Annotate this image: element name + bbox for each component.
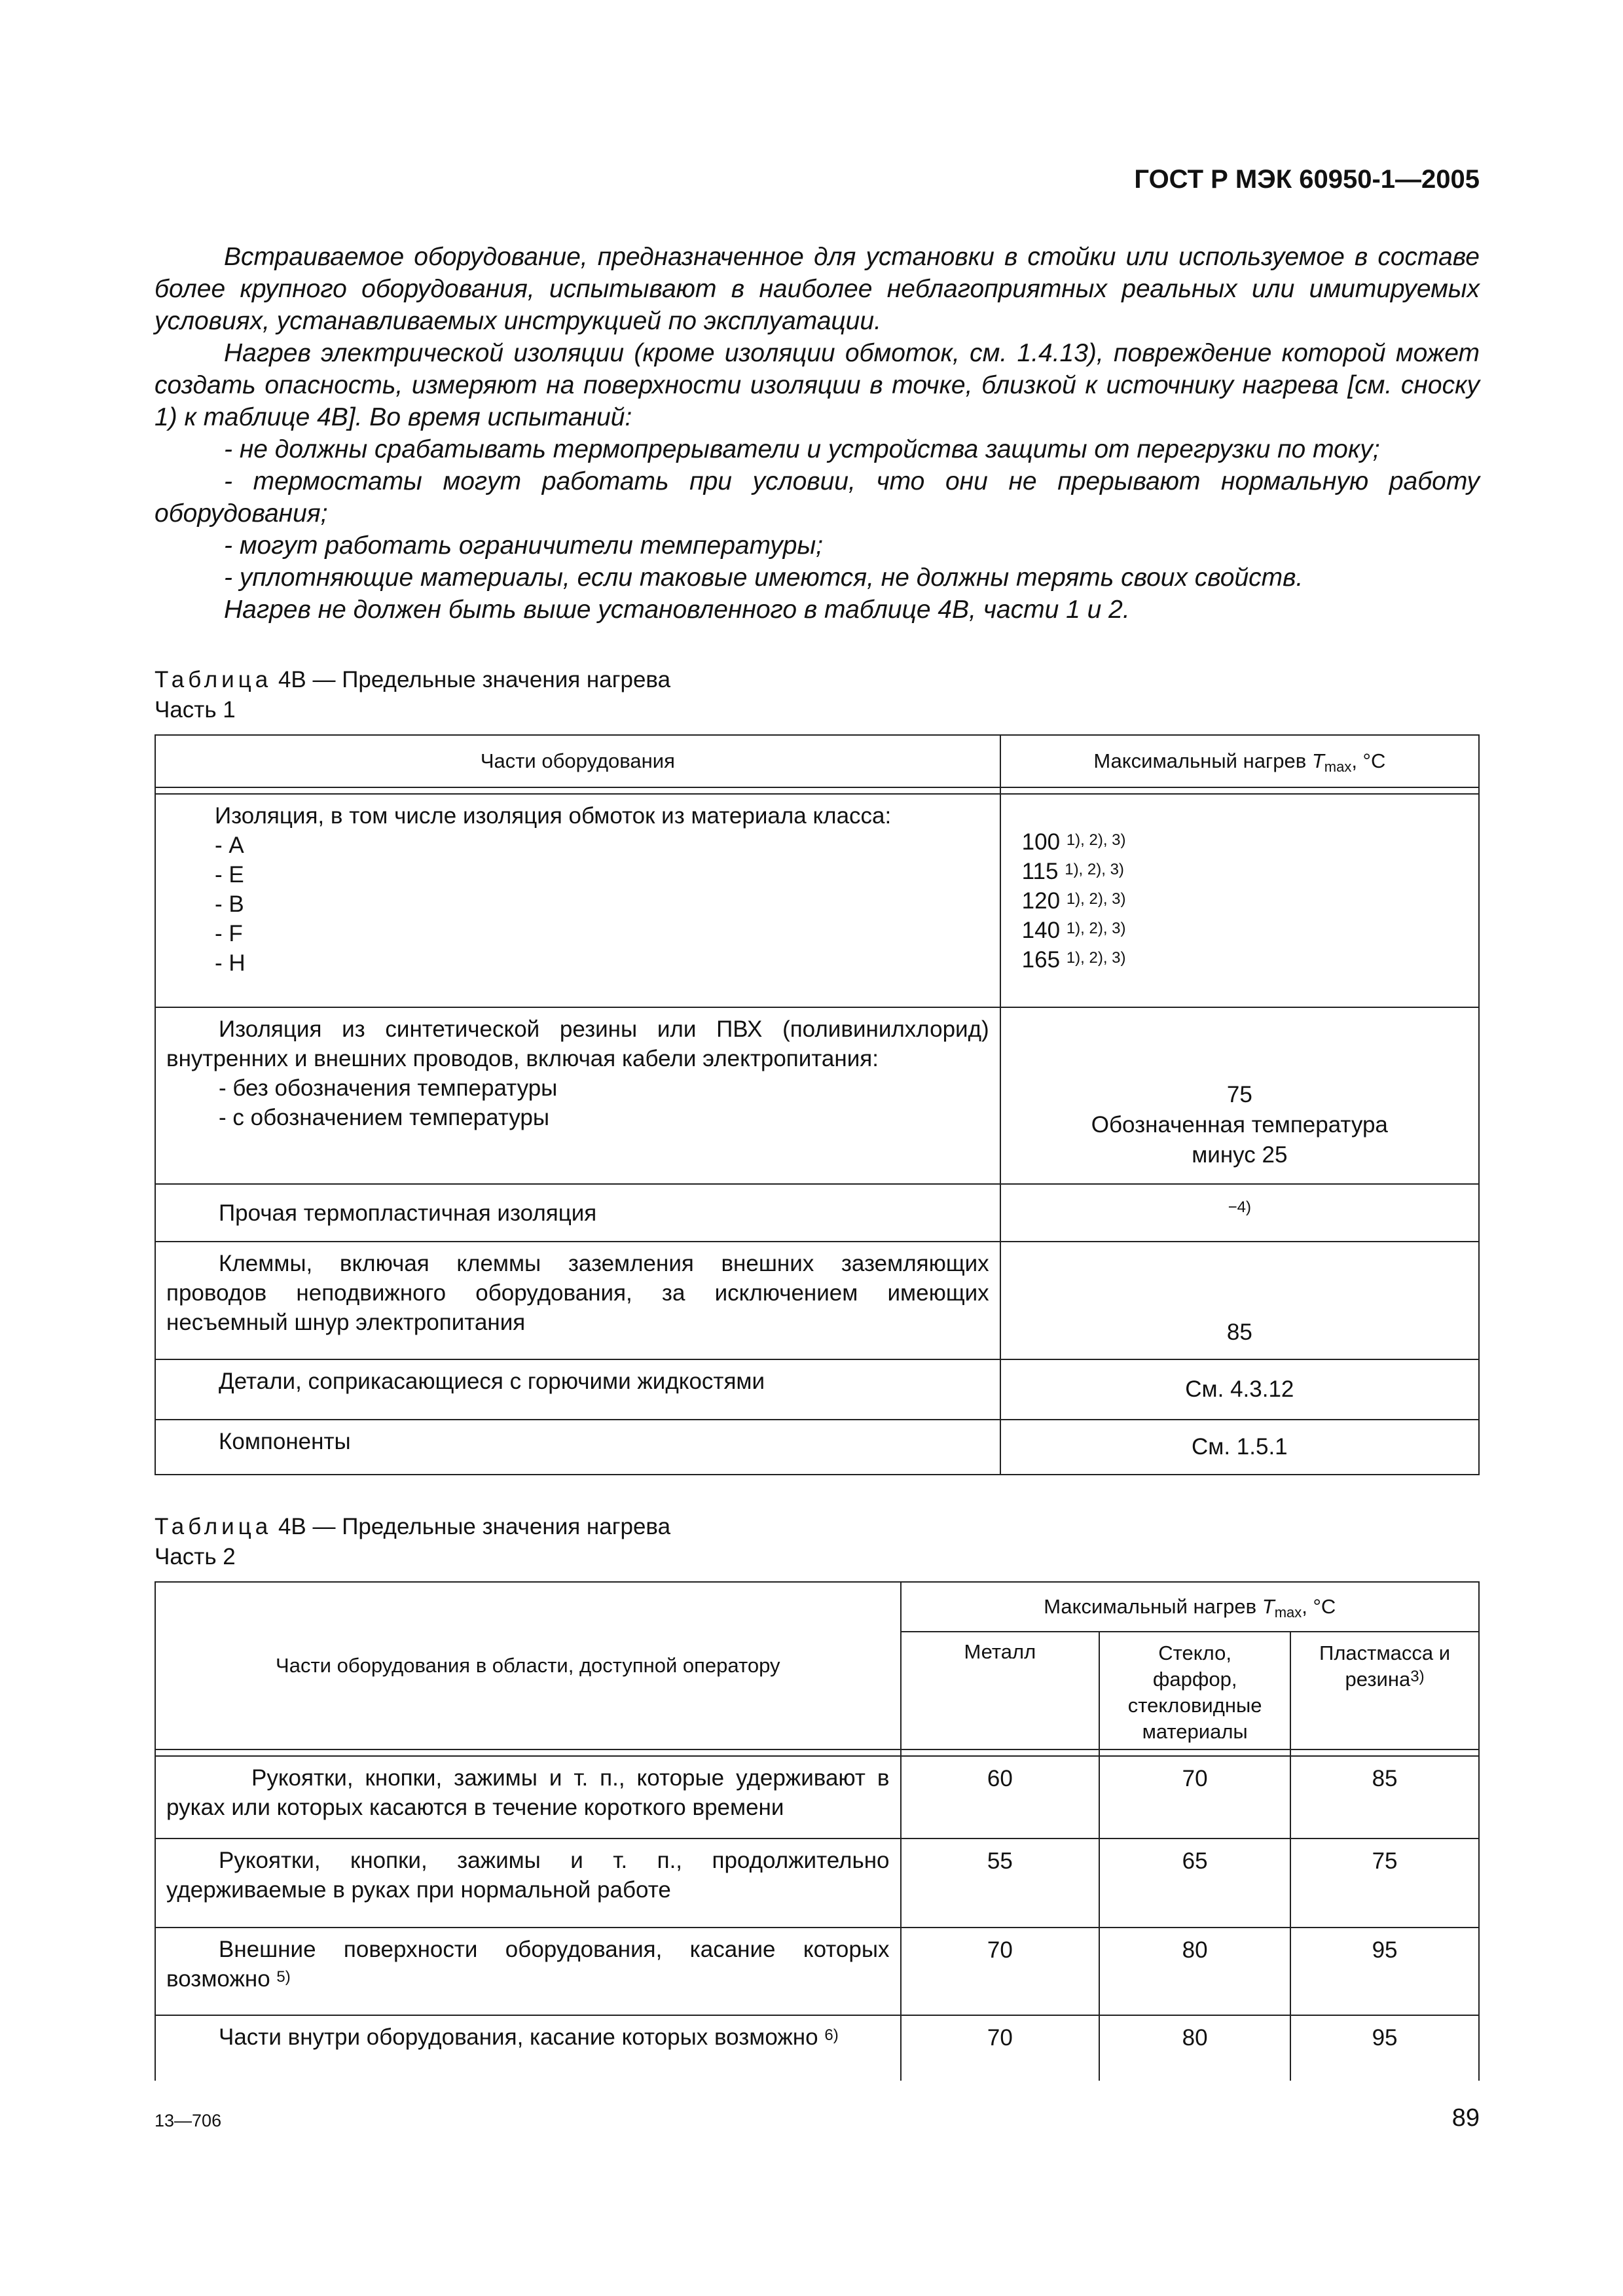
row-value: См. 1.5.1 xyxy=(1000,1420,1479,1475)
table-row xyxy=(155,1839,1479,1928)
row-label: Рукоятки, кнопки, зажимы и т. п., продолжительно удерживаемые в руках при нормальной работе xyxy=(155,1839,901,1928)
row-label: Клеммы, включая клеммы заземления внешних заземляющих проводов неподвижного оборудования, за исключением имеющих несъемный шнур электропитания xyxy=(155,1242,1000,1359)
row-label: Внешние поверхности оборудования, касание которых возможно $^{5)}$ xyxy=(155,1928,901,2015)
row-value: 95 xyxy=(1290,1928,1479,2015)
row-value: 80 xyxy=(1099,1928,1290,2015)
table-row xyxy=(155,1007,1479,1184)
table-row xyxy=(155,1756,1479,1839)
document-id: ГОСТ Р МЭК 60950-1—2005 xyxy=(1134,165,1480,194)
row-value: 70 xyxy=(901,2015,1100,2081)
table-row xyxy=(155,2015,1479,2081)
table2-caption xyxy=(155,1512,670,1572)
column-header: Пластмасса и резина$^{3)}$ xyxy=(1290,1632,1479,1749)
row-value: 85 xyxy=(1290,1756,1479,1839)
row-value: 85 xyxy=(1000,1242,1479,1359)
row-value: 80 xyxy=(1099,2015,1290,2081)
row-label: Изоляция из синтетической резины или ПВХ (поливинилхлорид) внутренних и внешних проводов, включая кабели электропитания: - без обозначения температуры - с обозначением температуры xyxy=(155,1007,1000,1184)
column-header: Максимальный нагрев $T_{max}$, °С xyxy=(1000,735,1479,787)
table-part-label: Часть 2 xyxy=(155,1544,236,1570)
paragraph: Нагрев не должен быть выше установленного в таблице 4В, части 1 и 2. xyxy=(224,596,1130,624)
row-value: 75 xyxy=(1290,1839,1479,1928)
table-row xyxy=(155,1184,1479,1242)
table-4b-part-1 xyxy=(155,734,1480,1475)
row-value: 70 xyxy=(1099,1756,1290,1839)
table-row xyxy=(155,1242,1479,1359)
paragraph: - не должны срабатывать термопрерыватели и устройства защиты от перегрузки по току; xyxy=(224,435,1380,463)
row-value: 100 $^{1), 2), 3)}$ 115 $^{1), 2), 3)}$ 120 $^{1), 2), 3)}$ 140 $^{1), 2), 3)}$ 165 $^{1), 2), 3)}$ xyxy=(1000,794,1479,1007)
table-caption-text: 4В — Предельные значения нагрева xyxy=(278,667,671,692)
table-row xyxy=(155,1359,1479,1420)
row-value: 95 xyxy=(1290,2015,1479,2081)
column-group-header: Максимальный нагрев $T_{max}$, °С xyxy=(901,1582,1479,1632)
row-label: Части внутри оборудования, касание которых возможно $^{6)}$ xyxy=(155,2015,901,2081)
table-row xyxy=(155,1928,1479,2015)
row-label: Прочая термопластичная изоляция xyxy=(155,1184,1000,1242)
row-value: См. 4.3.12 xyxy=(1000,1359,1479,1420)
row-value: 65 xyxy=(1099,1839,1290,1928)
body-text xyxy=(155,241,1480,626)
paragraph: Встраиваемое оборудование, предназначенное для установки в стойки или используемое в составе более крупного оборудования, испытывают в наиболее неблагоприятных реальных или имитируемых условиях, устанавливаемых инструкцией по эксплуатации. xyxy=(155,243,1480,335)
table-caption-word: Таблица xyxy=(155,1514,272,1539)
row-value: −4) xyxy=(1000,1184,1479,1242)
row-value: 55 xyxy=(901,1839,1100,1928)
paragraph: - уплотняющие материалы, если таковые имеются, не должны терять своих свойств. xyxy=(224,564,1304,592)
row-label: Компоненты xyxy=(155,1420,1000,1475)
row-value: 70 xyxy=(901,1928,1100,2015)
row-value: 60 xyxy=(901,1756,1100,1839)
column-header: Металл xyxy=(901,1632,1100,1749)
table-caption-text: 4В — Предельные значения нагрева xyxy=(278,1514,671,1539)
table-row xyxy=(155,1420,1479,1475)
paragraph: Нагрев электрической изоляции (кроме изоляции обмоток, см. 1.4.13), повреждение которой может создать опасность, измеряют на поверхности изоляции в точке, близкой к источнику нагрева [см. сноску 1) к таблице 4В]. Во время испытаний: xyxy=(155,339,1480,431)
column-header: Стекло, фарфор, стекловидные материалы xyxy=(1099,1632,1290,1749)
table1-caption xyxy=(155,665,670,725)
page-number: 89 xyxy=(1451,2104,1480,2132)
paragraph: - термостаты могут работать при условии, что они не прерывают нормальную работу оборудования; xyxy=(155,467,1480,528)
table-4b-part-2 xyxy=(155,1581,1480,2081)
column-header: Части оборудования в области, доступной оператору xyxy=(155,1582,901,1749)
row-label: Рукоятки, кнопки, зажимы и т. п., которые удерживают в руках или которых касаются в течение короткого времени xyxy=(155,1756,901,1839)
column-header: Части оборудования xyxy=(155,735,1000,787)
row-label: Детали, соприкасающиеся с горючими жидкостями xyxy=(155,1359,1000,1420)
row-label: Изоляция, в том числе изоляция обмоток из материала класса: - А - Е - В - F - Н xyxy=(155,794,1000,1007)
table-caption-word: Таблица xyxy=(155,667,272,692)
row-value: 75 Обозначенная температура минус 25 xyxy=(1000,1007,1479,1184)
paragraph: - могут работать ограничители температуры; xyxy=(224,531,823,560)
footer-sheet-code: 13—706 xyxy=(155,2111,222,2130)
table-part-label: Часть 1 xyxy=(155,697,236,723)
table-row xyxy=(155,794,1479,1007)
